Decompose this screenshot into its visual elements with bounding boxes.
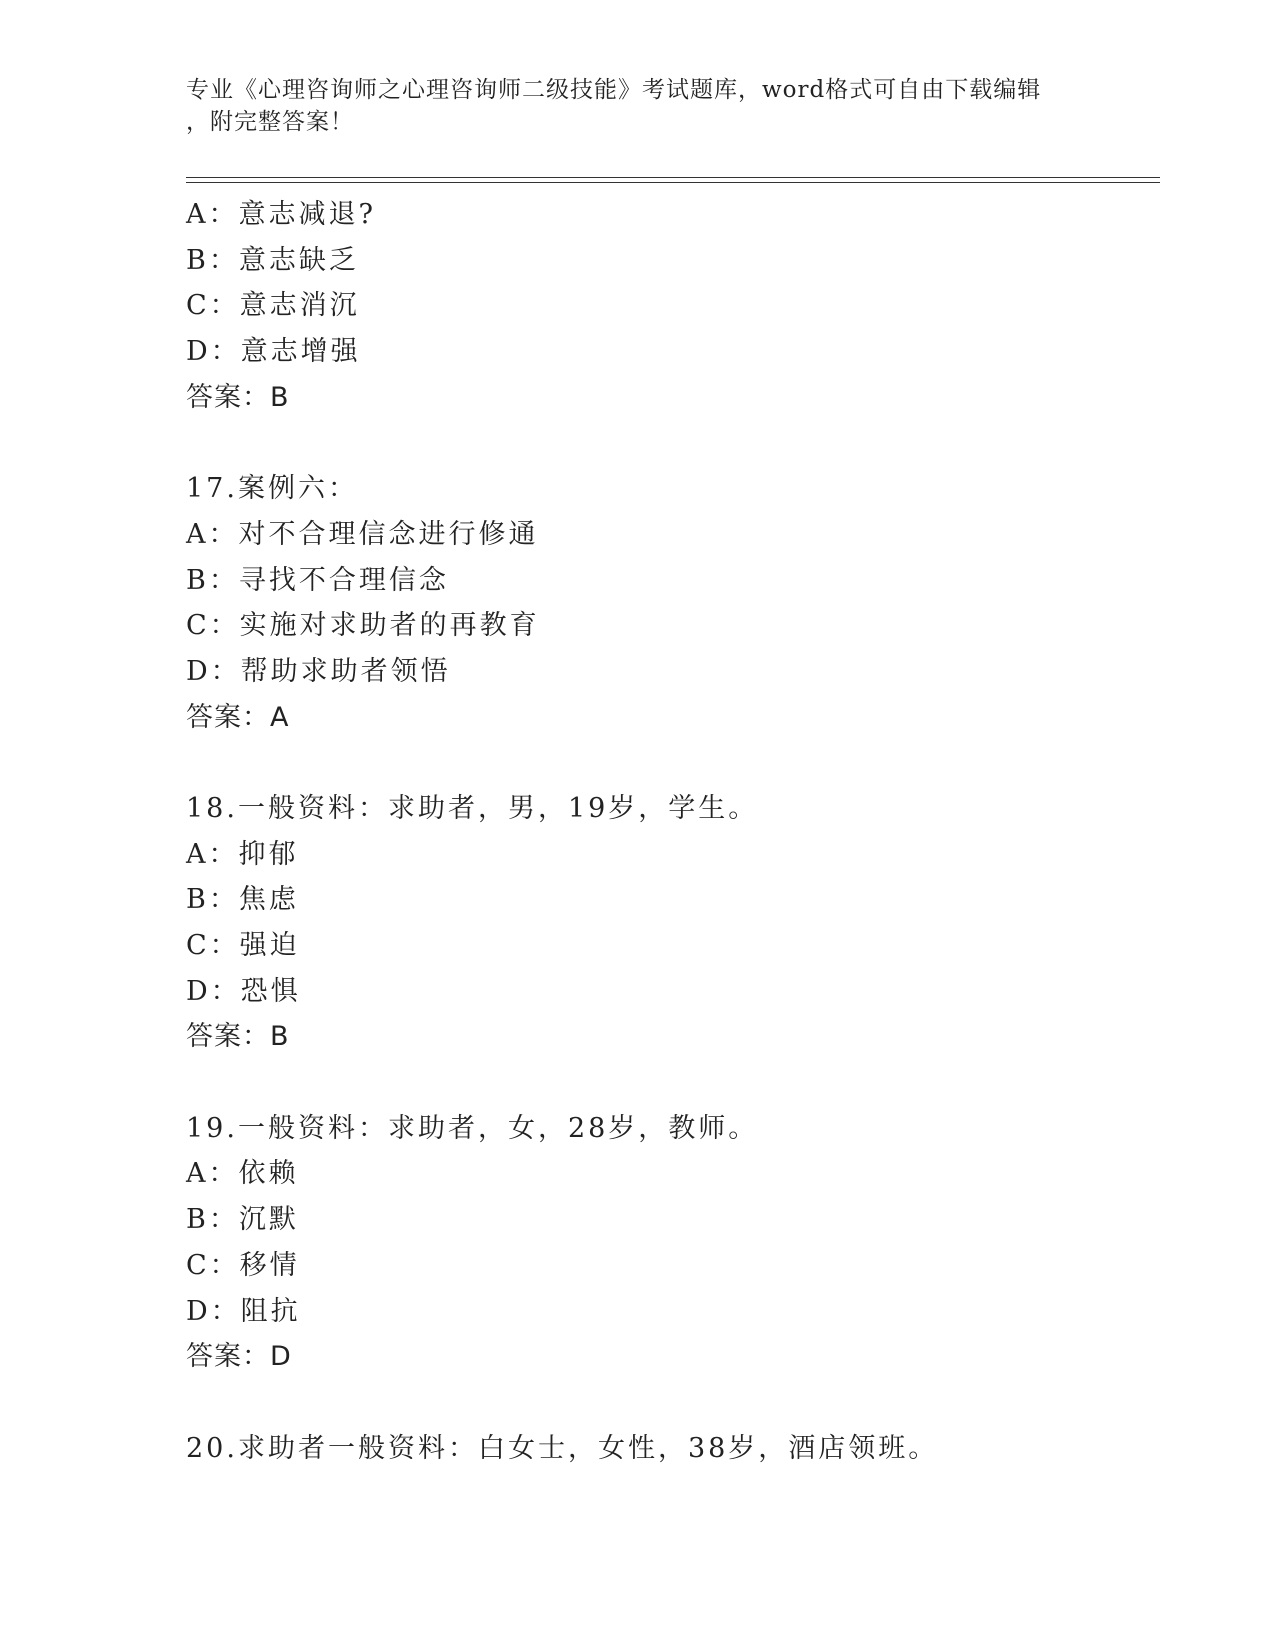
- option-c: C：强迫: [186, 930, 300, 961]
- option-d: D：意志增强: [186, 336, 361, 368]
- option-a: A：对不合理信念进行修通: [186, 518, 539, 550]
- option-b: B：焦虑: [186, 884, 299, 916]
- header-line-2: ，附完整答案！: [186, 109, 354, 135]
- option-d: D：阻抗: [186, 1295, 301, 1327]
- question-title: 20.求助者一般资料：白女士，女性，38岁，酒店领班。: [186, 1432, 939, 1464]
- question-18: [186, 786, 1146, 1060]
- spacer: [186, 1060, 1146, 1106]
- spacer: [186, 740, 1146, 786]
- header-line-1: 专业《心理咨询师之心理咨询师二级技能》考试题库，word格式可自由下载编辑: [186, 77, 1042, 103]
- spacer: [186, 420, 1146, 466]
- document-header: [186, 74, 1086, 138]
- option-d: D：恐惧: [186, 975, 301, 1007]
- option-c: C：意志消沉: [186, 290, 360, 322]
- answer: 答案：A: [186, 701, 290, 733]
- question-title: 17.案例六：: [186, 473, 358, 505]
- answer: 答案：D: [186, 1341, 292, 1373]
- option-b: B：意志缺乏: [186, 244, 359, 276]
- option-b: B：沉默: [186, 1204, 299, 1236]
- option-c: C：实施对求助者的再教育: [186, 610, 540, 642]
- answer: 答案：B: [186, 381, 290, 413]
- question-title: 18.一般资料：求助者，男，19岁，学生。: [186, 792, 759, 824]
- option-b: B：寻找不合理信念: [186, 564, 449, 596]
- option-a: A：意志减退?: [186, 199, 376, 230]
- option-a: A：抑郁: [186, 838, 299, 870]
- question-19: [186, 1106, 1146, 1380]
- spacer: [186, 1380, 1146, 1426]
- header-divider-top: [186, 177, 1160, 178]
- question-20: [186, 1426, 1146, 1472]
- option-d: D：帮助求助者领悟: [186, 655, 451, 687]
- header-divider-bottom: [186, 182, 1160, 183]
- question-list: [186, 192, 1146, 1471]
- option-c: C：移情: [186, 1249, 300, 1281]
- question-title: 19.一般资料：求助者，女，28岁，教师。: [186, 1112, 759, 1144]
- question-17: [186, 466, 1146, 740]
- question-16: [186, 192, 1146, 420]
- answer: 答案：B: [186, 1021, 290, 1053]
- option-a: A：依赖: [186, 1158, 299, 1190]
